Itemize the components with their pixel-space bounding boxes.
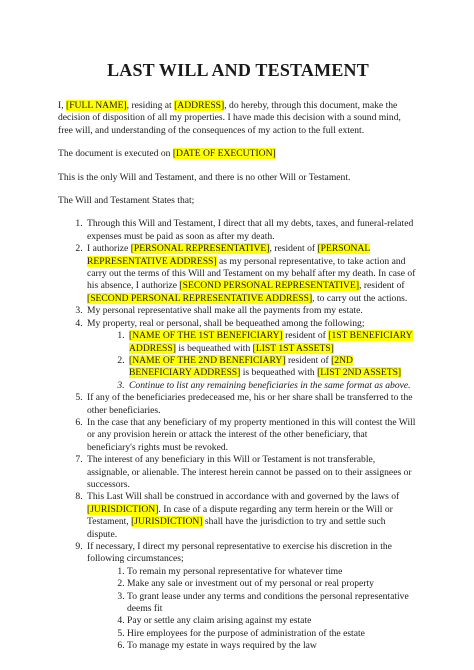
- provision-text: , to carry out the actions.: [312, 292, 408, 304]
- beneficiary-2: [127, 355, 418, 380]
- states-that-paragraph: The Will and Testament States that;: [58, 195, 195, 207]
- provision-text: My property, real or personal, shall be bequeathed among the following;: [87, 317, 365, 329]
- provision-text: as my personal representative, to take action and carry out the terms of this Will and Testament on my behalf after my death. In case of his absence, I authorize: [87, 255, 416, 292]
- second-personal-representative-address-field[interactable]: [SECOND PERSONAL REPRESENTATIVE ADDRESS]: [87, 292, 313, 304]
- document-title: LAST WILL AND TESTAMENT: [107, 60, 369, 80]
- beneficiary-1-assets-field[interactable]: [LIST 1ST ASSETS]: [252, 342, 334, 354]
- execution-text: The document is executed on: [58, 148, 171, 160]
- beneficiary-text: resident of: [287, 354, 329, 366]
- provision-text: shall have the jurisdiction to try and settle such dispute.: [87, 516, 386, 540]
- personal-representative-field[interactable]: [PERSONAL REPRESENTATIVE]: [130, 243, 270, 255]
- intro-text: , residing at: [126, 100, 172, 111]
- only-will-paragraph: This is the only Will and Testament, and there is no other Will or Testament.: [58, 171, 351, 183]
- beneficiary-text: is bequeathed with: [178, 342, 251, 354]
- provision-7: 7. The interest of any beneficiary in this Will or Testament is not transferable, assignable, or alienable. The interest herein cannot be passed on to their assignees or successors.: [85, 454, 418, 491]
- beneficiary-1: [127, 330, 418, 355]
- jurisdiction-field-1[interactable]: [JURISDICTION]: [87, 503, 159, 515]
- provision-text: . In case of a dispute regarding any term herein or the Will or Testament,: [87, 503, 393, 528]
- intro-text: , do hereby, through this document, make the decision of disposition of all my properties. I have made this decision with a sound mind, free will, and understanding of the consequences of my action to the full extent.: [58, 100, 401, 136]
- beneficiaries-list: [87, 330, 418, 392]
- provision-3: 3. My personal representative shall make all the payments from my estate.: [85, 305, 418, 317]
- discretion-item: 1. To remain my personal representative for whatever time: [127, 566, 418, 578]
- provision-text: I authorize: [87, 243, 129, 255]
- beneficiary-2-name-field[interactable]: [NAME OF THE 2ND BENEFICIARY]: [129, 354, 286, 366]
- discretion-item: 3. To grant lease under any terms and conditions the personal representative deems fit: [127, 591, 418, 616]
- provision-8: [85, 491, 418, 541]
- beneficiary-continue-note: 3. Continue to list any remaining beneficiaries in the same format as above.: [127, 380, 418, 392]
- execution-paragraph: [58, 148, 418, 160]
- provisions-list: [58, 218, 418, 652]
- provision-4: [85, 318, 418, 392]
- provision-5: 5. If any of the beneficiaries predeceased me, his or her share shall be transferred to the other beneficiaries.: [85, 392, 418, 417]
- discretion-item: 6. To manage my estate in ways required by the law: [127, 640, 418, 652]
- beneficiary-2-assets-field[interactable]: [LIST 2ND ASSETS]: [317, 367, 402, 379]
- full-name-field[interactable]: [FULL NAME]: [66, 100, 127, 111]
- provision-text: If necessary, I direct my personal representative to exercise his discretion in the following circumstances;: [87, 541, 392, 565]
- provision-1: 1. Through this Will and Testament, I direct that all my debts, taxes, and funeral-related expenses must be paid as soon as after my death.: [85, 218, 418, 243]
- provision-2: [85, 243, 418, 305]
- beneficiary-text: is bequeathed with: [242, 367, 315, 379]
- discretion-item: 2. Make any sale or investment out of my personal or real property: [127, 578, 418, 590]
- second-personal-representative-field[interactable]: [SECOND PERSONAL REPRESENTATIVE]: [179, 280, 360, 292]
- provision-text: This Last Will shall be construed in accordance with and governed by the laws of: [87, 491, 400, 503]
- address-field[interactable]: [ADDRESS]: [174, 100, 225, 111]
- intro-text: I,: [58, 100, 64, 111]
- discretion-item: 4. Pay or settle any claim arising against my estate: [127, 615, 418, 627]
- discretion-item: 5. Hire employees for the purpose of administration of the estate: [127, 628, 418, 640]
- intro-paragraph: [58, 100, 418, 137]
- provision-9: [85, 541, 418, 653]
- beneficiary-2-address-field[interactable]: [2ND BENEFICIARY ADDRESS]: [129, 354, 353, 379]
- discretion-list: [87, 566, 418, 653]
- personal-representative-address-field[interactable]: [PERSONAL REPRESENTATIVE ADDRESS]: [87, 243, 371, 267]
- beneficiary-1-name-field[interactable]: [NAME OF THE 1ST BENEFICIARY]: [129, 330, 283, 342]
- provision-text: , resident of: [359, 280, 405, 292]
- provision-text: , resident of: [269, 243, 316, 255]
- beneficiary-text: resident of: [285, 330, 326, 342]
- date-of-execution-field[interactable]: [DATE OF EXECUTION]: [172, 148, 276, 160]
- provision-6: 6. In the case that any beneficiary of my property mentioned in this will contest the Will or any provision herein or attack the interest of the other beneficiary, that beneficiary's rights must be revoked.: [85, 417, 418, 454]
- beneficiary-1-address-field[interactable]: [1ST BENEFICIARY ADDRESS]: [129, 330, 413, 354]
- jurisdiction-field-2[interactable]: [JURISDICTION]: [131, 516, 203, 528]
